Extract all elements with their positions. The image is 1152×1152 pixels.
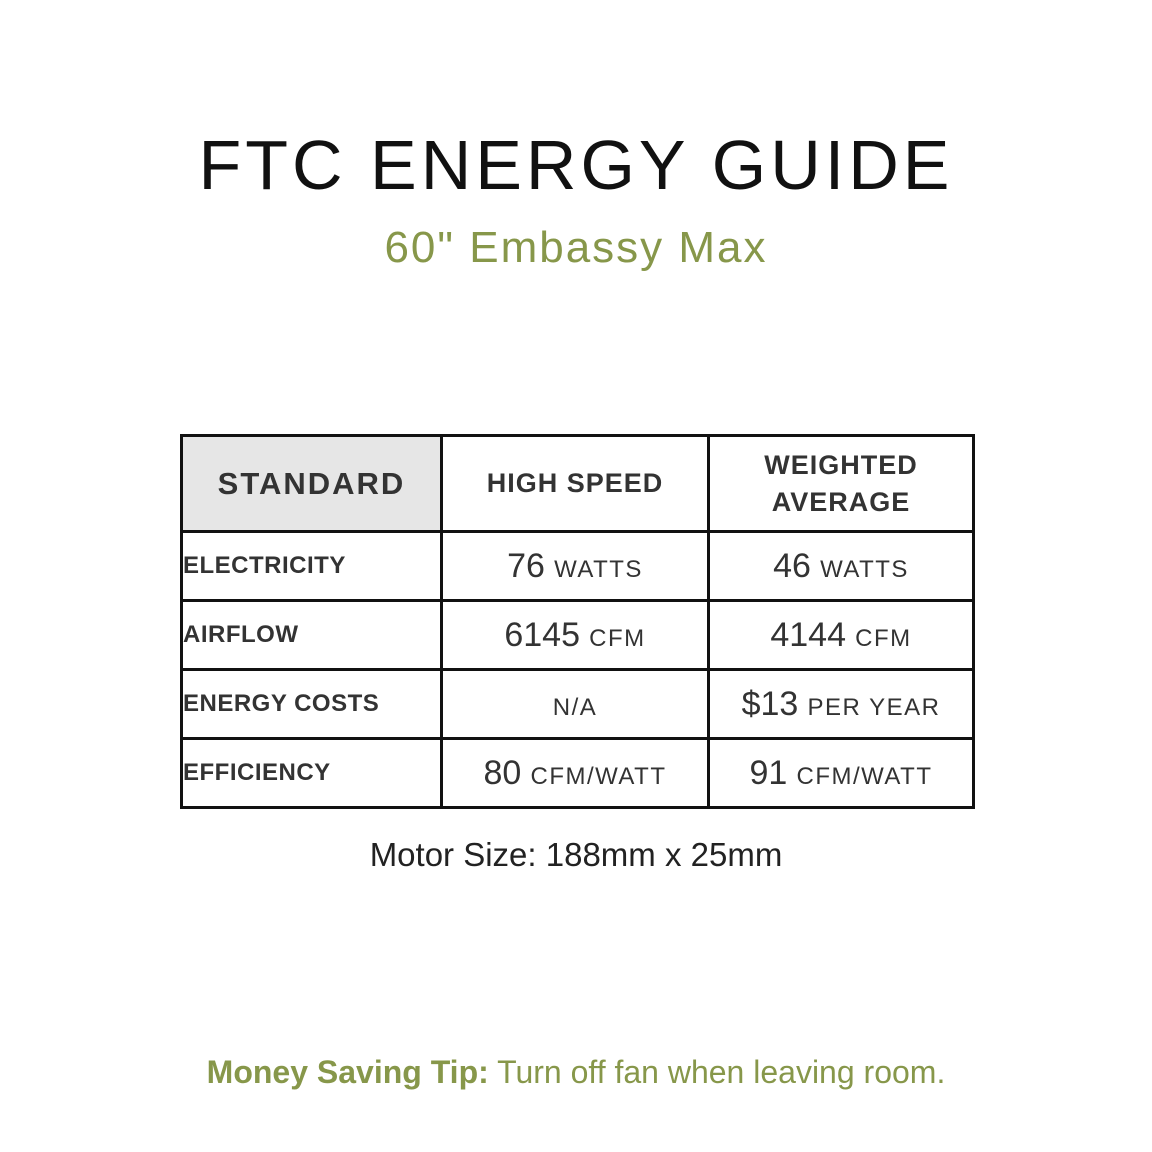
weighted-average-value [709, 601, 974, 670]
value-unit: CFM [855, 624, 912, 652]
header-standard: STANDARD [182, 436, 442, 532]
header-weighted-average [709, 436, 974, 532]
header-weighted-line2: AVERAGE [771, 486, 911, 517]
high-speed-value [442, 670, 709, 739]
motor-size-label: Motor Size: [369, 836, 537, 873]
value-number: 6145 [504, 615, 580, 654]
value-number: 80 [483, 753, 522, 792]
value-number: 46 [773, 546, 811, 585]
table-row-efficiency [182, 739, 974, 808]
high-speed-value [442, 601, 709, 670]
value-unit: WATTS [820, 555, 909, 583]
header-high-speed: HIGH SPEED [442, 436, 709, 532]
value-number: $13 [741, 684, 799, 723]
weighted-average-value [709, 670, 974, 739]
row-label: AIRFLOW [182, 601, 442, 670]
high-speed-value [442, 532, 709, 601]
tip-label: Money Saving Tip: [206, 1054, 489, 1090]
value-unit: CFM/WATT [796, 762, 933, 790]
table-row-energy-costs [182, 670, 974, 739]
value-unit: N/A [552, 693, 598, 721]
value-unit: CFM [589, 624, 646, 652]
value-unit: PER YEAR [807, 693, 941, 721]
table-row-airflow [182, 601, 974, 670]
product-name: 60" Embassy Max [384, 223, 768, 272]
value-number: 76 [507, 546, 545, 585]
table-header-row [182, 436, 974, 532]
weighted-average-value [709, 739, 974, 808]
energy-guide-table [180, 434, 975, 809]
high-speed-value [442, 739, 709, 808]
page-title: FTC ENERGY GUIDE [198, 126, 954, 204]
row-label: ENERGY COSTS [182, 670, 442, 739]
row-label: ELECTRICITY [182, 532, 442, 601]
table-row-electricity [182, 532, 974, 601]
value-number: 91 [749, 753, 788, 792]
header-weighted-line1: WEIGHTED [764, 450, 918, 481]
motor-size [0, 838, 1152, 871]
tip-text: Turn off fan when leaving room. [497, 1054, 946, 1090]
value-unit: CFM/WATT [530, 762, 667, 790]
money-saving-tip [0, 1056, 1152, 1088]
row-label: EFFICIENCY [182, 739, 442, 808]
motor-size-value: 188mm x 25mm [545, 836, 783, 873]
weighted-average-value [709, 532, 974, 601]
value-number: 4144 [770, 615, 846, 654]
value-unit: WATTS [554, 555, 643, 583]
